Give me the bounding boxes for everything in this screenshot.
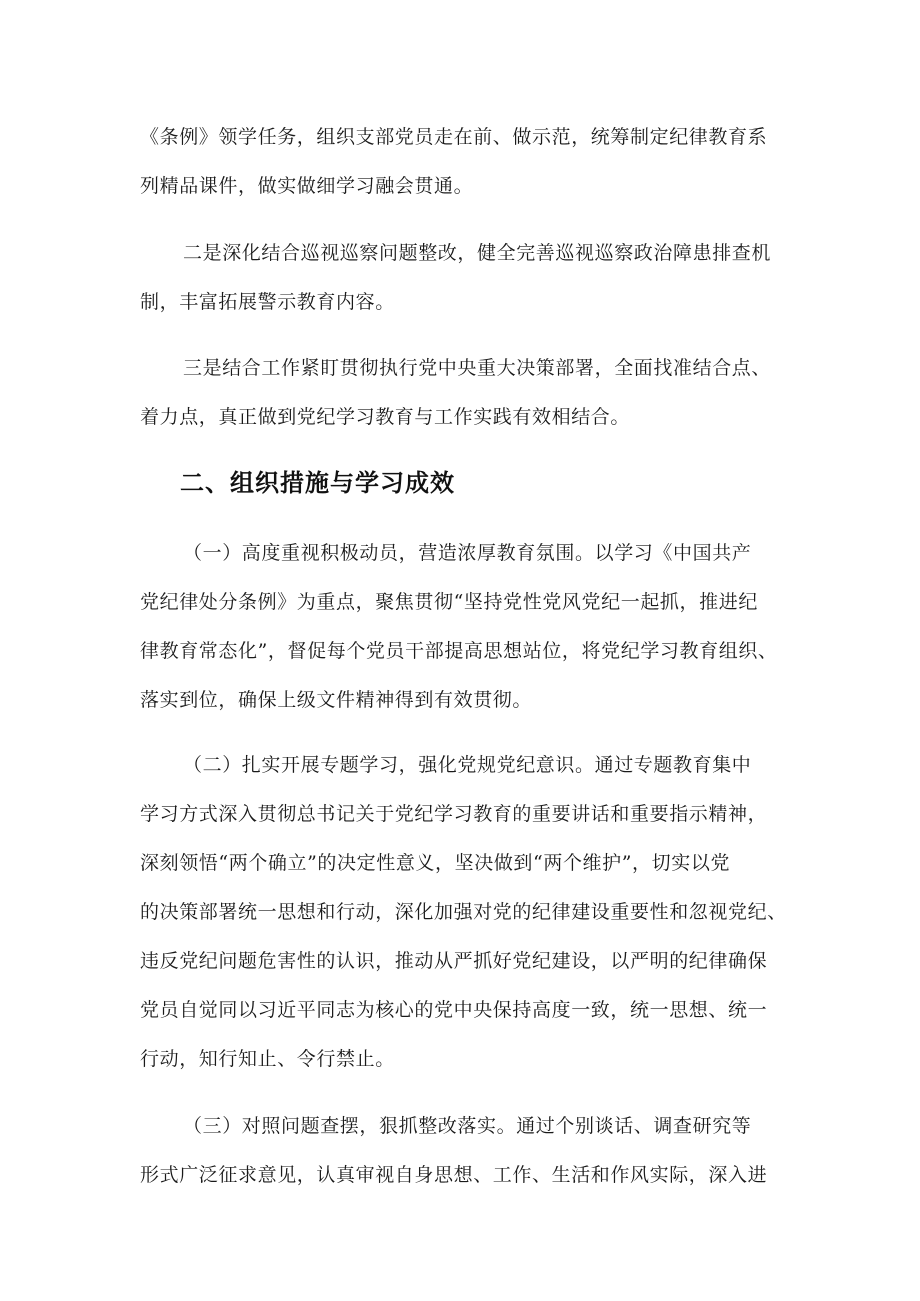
section-heading: 二、组织措施与学习成效 (180, 469, 455, 497)
section-paragraph-3-line-1: （三）对照问题查摆，狠抓整改落实。通过个别谈话、调查研究等 (183, 1115, 752, 1137)
paragraph-3-line-2: 着力点，真正做到党纪学习教育与工作实践有效相结合。 (140, 406, 631, 428)
section-paragraph-1-line-3: 律教育常态化”，督促每个党员干部提高思想站位，将党纪学习教育组织、 (140, 640, 778, 662)
section-paragraph-1-line-1: （一）高度重视积极动员，营造浓厚教育氛围。以学习《中国共产 (183, 542, 752, 564)
paragraph-1-line-1: 《条例》领学任务，组织支部党员走在前、做示范，统筹制定纪律教育系 (140, 126, 768, 148)
section-paragraph-2-line-4: 的决策部署统一思想和行动，深化加强对党的纪律建设重要性和忽视党纪、 (140, 901, 787, 923)
paragraph-2-line-2: 制，丰富拓展警示教育内容。 (140, 291, 395, 313)
paragraph-2-line-1: 二是深化结合巡视巡察问题整改，健全完善巡视巡察政治障患排查机 (183, 242, 772, 264)
section-paragraph-2-line-6: 党员自觉同以习近平同志为核心的党中央保持高度一致，统一思想、统一 (140, 999, 768, 1021)
section-paragraph-2-line-2: 学习方式深入贯彻总书记关于党纪学习教育的重要讲话和重要指示精神， (140, 803, 768, 825)
section-paragraph-3-line-2: 形式广泛征求意见，认真审视自身思想、工作、生活和作风实际，深入进 (140, 1164, 768, 1186)
paragraph-1-line-2: 列精品课件，做实做细学习融会贯通。 (140, 175, 474, 197)
section-paragraph-2-line-7: 行动，知行知止、令行禁止。 (140, 1048, 395, 1070)
section-paragraph-2-line-1: （二）扎实开展专题学习，强化党规党纪意识。通过专题教育集中 (183, 754, 752, 776)
section-paragraph-1-line-4: 落实到位，确保上级文件精神得到有效贯彻。 (140, 689, 533, 711)
section-paragraph-2-line-3: 深刻领悟“两个确立”的决定性意义，坚决做到“两个维护”，切实以党 (140, 852, 731, 874)
section-paragraph-1-line-2: 党纪律处分条例》为重点，聚焦贯彻“坚持党性党风党纪一起抓，推进纪 (140, 591, 758, 613)
paragraph-3-line-1: 三是结合工作紧盯贯彻执行党中央重大决策部署，全面找准结合点、 (183, 357, 772, 379)
section-paragraph-2-line-5: 违反党纪问题危害性的认识，推动从严抓好党纪建设，以严明的纪律确保 (140, 950, 768, 972)
